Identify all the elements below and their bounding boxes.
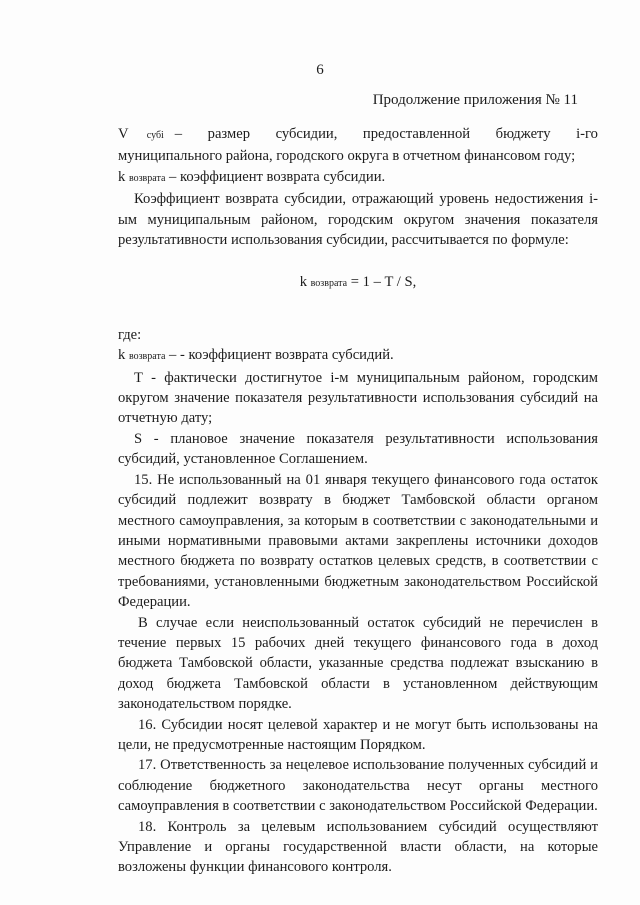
document-body bbox=[118, 124, 598, 878]
v-symbol: V bbox=[118, 126, 129, 142]
v-subscript: субi bbox=[146, 130, 164, 141]
page-number: 6 bbox=[316, 62, 324, 78]
v-word: предоставленной bbox=[362, 126, 471, 142]
v-symbol-group bbox=[118, 124, 182, 146]
k-subscript: возврата bbox=[128, 172, 166, 184]
v-word: i-го bbox=[576, 126, 598, 142]
coefficient-paragraph: Коэффициент возврата субсидии, отражающий уровень недостижения i-ым муниципальным районом, городским округом значения показателя результативности использования субсидии, рассчитывается по формуле: bbox=[118, 191, 598, 249]
v-word: бюджету bbox=[495, 126, 551, 142]
v-word: размер bbox=[207, 126, 250, 142]
v-definition-line2: муниципального района, городского округа в отчетном финансовом году; bbox=[118, 148, 576, 165]
k-definition-text: – коэффициент возврата субсидии. bbox=[165, 168, 386, 185]
k-def-text: – - коэффициент возврата субсидий. bbox=[165, 347, 394, 364]
v-definition-line1 bbox=[118, 124, 598, 146]
k-definition bbox=[118, 167, 598, 189]
paragraph-16: 16. Субсидии носят целевой характер и не могут быть использованы на цели, не предусмотренные настоящим Порядком. bbox=[118, 716, 598, 753]
formula-rest: = 1 – T / S, bbox=[347, 274, 417, 291]
appendix-label: Продолжение приложения № 11 bbox=[372, 92, 578, 108]
k-def-line bbox=[118, 345, 598, 367]
v-word: субсидии, bbox=[275, 126, 338, 142]
formula bbox=[118, 272, 598, 294]
paragraph-15: 15. Не использованный на 01 января текущего финансового года остаток субсидий подлежит возврату в бюджет Тамбовской области органом местного самоуправления, за которым в соответствии с законодательными и иными нормативными правовыми актами закреплены источники доходов местного бюджета по возврату остатков целевых средств, в соответствии с требованиями, установленными бюджетным законодательством Российской Федерации. bbox=[118, 471, 598, 611]
paragraph-18: 18. Контроль за целевым использованием субсидий осуществляют Управление и органы государственной власти области, на которые возложены функции финансового контроля. bbox=[118, 818, 598, 876]
paragraph-case: В случае если неиспользованный остаток субсидий не перечислен в течение первых 15 рабочих дней текущего финансового года в доход бюджета Тамбовской области, указанные средства подлежат взысканию в доход бюджета Тамбовской области в установленном действующим законодательством порядке. bbox=[118, 614, 598, 713]
formula-k: k bbox=[299, 274, 307, 291]
formula-subscript: возврата bbox=[310, 278, 348, 290]
k-symbol: k bbox=[118, 168, 126, 185]
k-def-subscript: возврата bbox=[128, 351, 166, 363]
s-definition: S - плановое значение показателя результативности использования субсидий, установленное Соглашением. bbox=[118, 430, 598, 468]
k-def-symbol: k bbox=[118, 347, 126, 364]
where-label: где: bbox=[118, 326, 142, 343]
t-definition: Т - фактически достигнутое i-м муниципальным районом, городским округом значение показателя результативности использования субсидий на отчетную дату; bbox=[118, 369, 598, 427]
v-dash: – bbox=[174, 126, 183, 142]
paragraph-17: 17. Ответственность за нецелевое использование полученных субсидий и соблюдение бюджетного законодательства несут органы местного самоуправления в соответствии с законодательством Российской Федерации. bbox=[118, 757, 598, 815]
